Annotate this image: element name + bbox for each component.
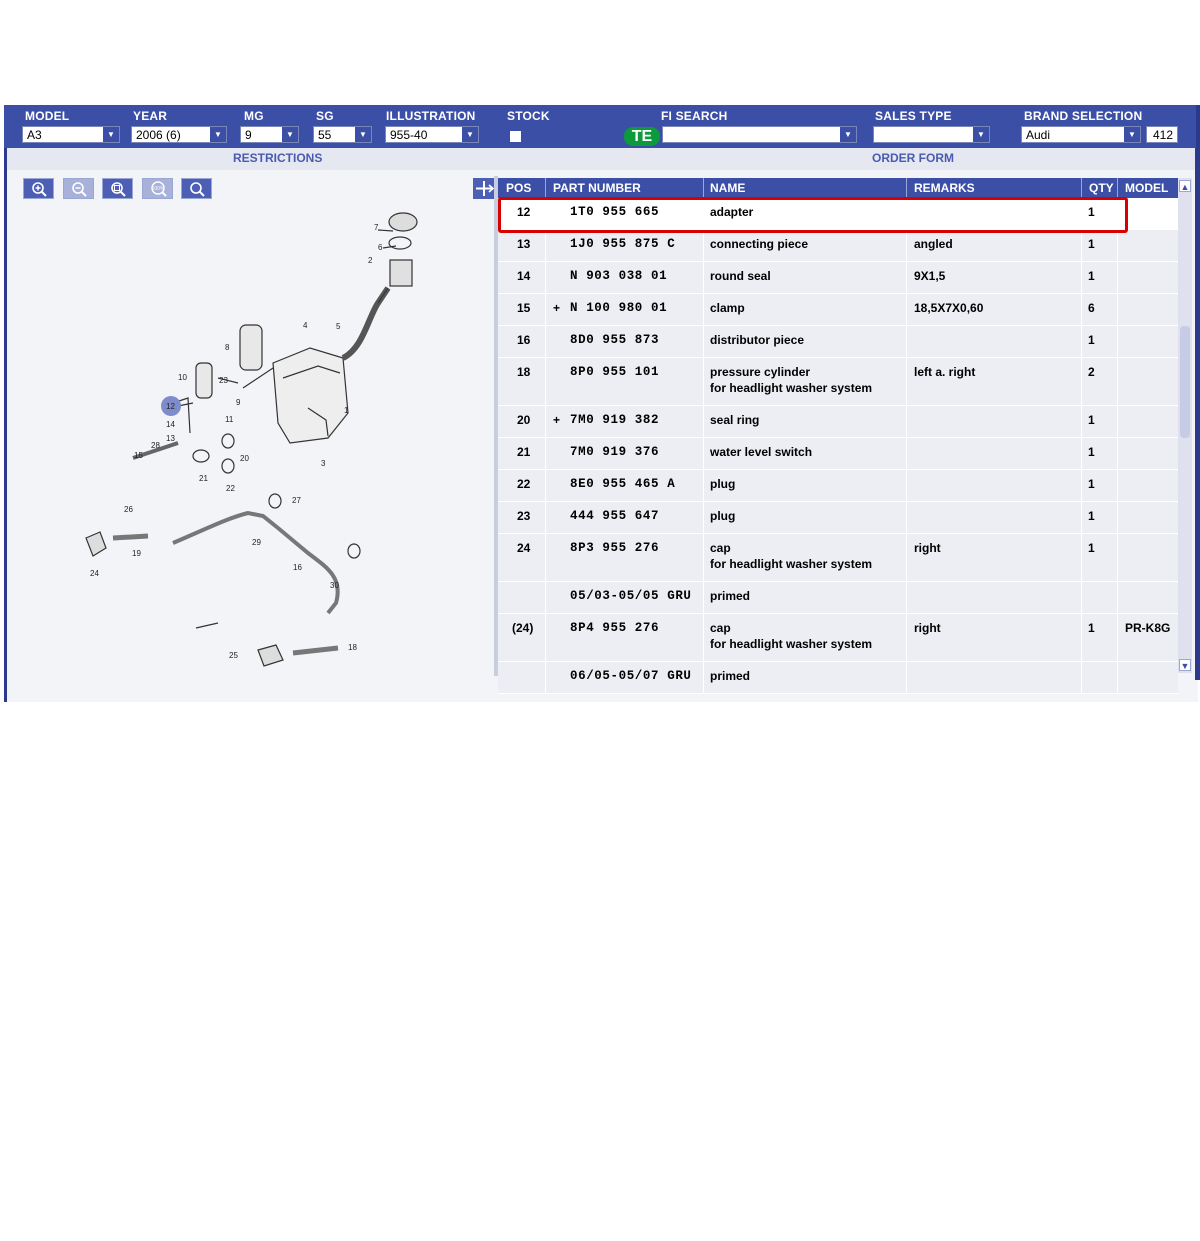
- chevron-down-icon[interactable]: ▼: [210, 127, 226, 142]
- table-header: [498, 178, 1178, 198]
- row-part-number: 1J0 955 875 C: [570, 237, 676, 251]
- mg-label: MG: [244, 109, 264, 123]
- column-divider: [1117, 502, 1118, 533]
- table-row[interactable]: [498, 294, 1178, 326]
- row-name-detail: for headlight washer system: [710, 557, 873, 571]
- column-divider: [545, 534, 546, 581]
- svg-text:24: 24: [90, 569, 99, 578]
- zoom-in-button[interactable]: [23, 178, 54, 199]
- chevron-up-icon[interactable]: ▲: [1180, 182, 1190, 192]
- table-row[interactable]: [498, 582, 1178, 614]
- table-row[interactable]: [498, 662, 1178, 694]
- zoom-in-icon: [31, 181, 48, 197]
- row-remarks: 9X1,5: [914, 269, 946, 283]
- col-name[interactable]: NAME: [710, 181, 746, 195]
- column-divider: [906, 470, 907, 501]
- column-divider: [1117, 358, 1118, 405]
- svg-text:25: 25: [229, 651, 238, 660]
- svg-text:28: 28: [151, 441, 160, 450]
- svg-text:30: 30: [330, 581, 339, 590]
- row-qty: 6: [1088, 301, 1095, 315]
- stock-checkbox[interactable]: [510, 131, 521, 142]
- col-remarks[interactable]: REMARKS: [914, 181, 975, 195]
- col-part-number[interactable]: PART NUMBER: [553, 181, 641, 195]
- svg-text:23: 23: [219, 376, 228, 385]
- row-name: plug: [710, 509, 736, 523]
- chevron-down-icon[interactable]: ▼: [1180, 661, 1190, 671]
- column-divider: [1081, 582, 1082, 613]
- column-divider: [1081, 358, 1082, 405]
- column-divider: [906, 582, 907, 613]
- column-divider: [703, 230, 704, 261]
- row-qty: 1: [1088, 445, 1095, 459]
- column-divider: [703, 470, 704, 501]
- brand-selection-label: BRAND SELECTION: [1024, 109, 1143, 123]
- column-divider: [545, 614, 546, 661]
- row-pos: 12: [517, 205, 531, 219]
- row-part-number: 8P3 955 276: [570, 541, 660, 555]
- column-divider: [1117, 438, 1118, 469]
- row-name: seal ring: [710, 413, 760, 427]
- row-qty: 1: [1088, 509, 1095, 523]
- column-divider: [545, 470, 546, 501]
- column-divider: [1081, 502, 1082, 533]
- svg-text:16: 16: [293, 563, 302, 572]
- column-divider: [545, 406, 546, 437]
- window-border: [1195, 105, 1200, 680]
- column-divider: [703, 614, 704, 661]
- svg-text:5: 5: [336, 322, 341, 331]
- chevron-down-icon[interactable]: ▼: [1124, 127, 1140, 142]
- row-qty: 1: [1088, 333, 1095, 347]
- column-divider: [545, 326, 546, 357]
- column-divider: [1081, 614, 1082, 661]
- row-part-number: 8P0 955 101: [570, 365, 660, 379]
- row-qty: 1: [1088, 237, 1095, 251]
- row-name: primed: [710, 589, 751, 603]
- zoom-window-button[interactable]: [102, 178, 133, 199]
- highlight-annotation: [498, 197, 1128, 233]
- column-divider: [703, 502, 704, 533]
- svg-text:2: 2: [368, 256, 373, 265]
- row-name: cap: [710, 541, 731, 555]
- table-row[interactable]: [498, 406, 1178, 438]
- model-select[interactable]: A3 ▼: [22, 126, 120, 143]
- row-pos: 24: [517, 541, 531, 555]
- row-name: adapter: [710, 205, 754, 219]
- sg-label: SG: [316, 109, 334, 123]
- row-name: clamp: [710, 301, 745, 315]
- column-divider: [906, 662, 907, 693]
- row-remarks: 18,5X7X0,60: [914, 301, 984, 315]
- column-divider: [1081, 438, 1082, 469]
- column-divider: [545, 662, 546, 693]
- svg-text:4: 4: [303, 321, 308, 330]
- window-border: [4, 105, 7, 702]
- row-part-number: 7M0 919 382: [570, 413, 660, 427]
- zoom-window-icon: [110, 181, 127, 197]
- row-remarks: right: [914, 541, 941, 555]
- restrictions-tab[interactable]: RESTRICTIONS: [233, 151, 323, 165]
- zoom-out-icon: [71, 181, 88, 197]
- svg-text:15: 15: [134, 451, 143, 460]
- row-remarks: left a. right: [914, 365, 976, 379]
- row-part-number: 1T0 955 665: [570, 205, 660, 219]
- row-pos: 20: [517, 413, 531, 427]
- brand-select[interactable]: Audi ▼: [1021, 126, 1141, 143]
- row-name: pressure cylinder: [710, 365, 811, 379]
- svg-text:14: 14: [166, 420, 175, 429]
- column-divider: [1117, 470, 1118, 501]
- row-part-number: 8P4 955 276: [570, 621, 660, 635]
- column-divider: [906, 502, 907, 533]
- row-pos: 21: [517, 445, 531, 459]
- svg-text:11: 11: [225, 415, 234, 424]
- column-divider: [1117, 230, 1118, 261]
- svg-text:12: 12: [166, 402, 175, 411]
- chevron-down-icon[interactable]: ▼: [973, 127, 989, 142]
- column-divider: [545, 230, 546, 261]
- row-pos: 13: [517, 237, 531, 251]
- svg-text:29: 29: [252, 538, 261, 547]
- row-pos: 16: [517, 333, 531, 347]
- table-row[interactable]: [498, 534, 1178, 582]
- column-divider: [703, 326, 704, 357]
- expand-button[interactable]: [473, 178, 495, 199]
- chevron-down-icon[interactable]: ▼: [840, 127, 856, 142]
- column-divider: [703, 534, 704, 581]
- svg-text:100%: 100%: [151, 186, 165, 192]
- table-row[interactable]: [498, 358, 1178, 406]
- column-divider: [1117, 262, 1118, 293]
- table-row[interactable]: [498, 502, 1178, 534]
- column-divider: [703, 358, 704, 405]
- row-mark: +: [553, 413, 561, 427]
- row-qty: 1: [1088, 413, 1095, 427]
- column-divider: [545, 358, 546, 405]
- row-pos: 23: [517, 509, 531, 523]
- scroll-thumb[interactable]: [1180, 326, 1190, 438]
- column-divider: [906, 230, 907, 261]
- row-part-number: 06/05-05/07 GRU: [570, 669, 692, 683]
- te-badge[interactable]: TE: [624, 127, 660, 146]
- row-pos: 14: [517, 269, 531, 283]
- column-divider: [545, 582, 546, 613]
- row-name-detail: for headlight washer system: [710, 637, 873, 651]
- sg-select[interactable]: 55 ▼: [313, 126, 372, 143]
- table-scrollbar[interactable]: [1178, 178, 1192, 673]
- col-model[interactable]: MODEL: [1125, 181, 1169, 195]
- row-part-number: N 100 980 01: [570, 301, 668, 315]
- column-divider: [1081, 534, 1082, 581]
- svg-text:9: 9: [236, 398, 241, 407]
- column-divider: [1117, 582, 1118, 613]
- fi-search-label: FI SEARCH: [661, 109, 728, 123]
- column-divider: [1117, 614, 1118, 661]
- chevron-down-icon[interactable]: ▼: [282, 127, 298, 142]
- svg-text:1: 1: [344, 406, 349, 415]
- expand-icon: [473, 178, 495, 199]
- row-name: distributor piece: [710, 333, 805, 347]
- column-divider: [1081, 262, 1082, 293]
- svg-text:21: 21: [199, 474, 208, 483]
- row-qty: 1: [1088, 269, 1095, 283]
- section-bar: [7, 148, 1195, 170]
- column-divider: [545, 502, 546, 533]
- column-divider: [703, 294, 704, 325]
- chevron-down-icon[interactable]: ▼: [462, 127, 478, 142]
- row-remarks: right: [914, 621, 941, 635]
- search-icon: [189, 181, 206, 197]
- column-divider: [906, 262, 907, 293]
- svg-text:3: 3: [321, 459, 326, 468]
- column-divider: [906, 406, 907, 437]
- mg-select[interactable]: 9 ▼: [240, 126, 299, 143]
- column-divider: [703, 262, 704, 293]
- row-name: water level switch: [710, 445, 813, 459]
- col-qty[interactable]: QTY: [1089, 181, 1114, 195]
- zoom-100-icon: [150, 181, 170, 197]
- svg-text:26: 26: [124, 505, 133, 514]
- column-divider: [1117, 294, 1118, 325]
- svg-text:19: 19: [132, 549, 141, 558]
- row-part-number: 8E0 955 465 A: [570, 477, 676, 491]
- fi-search-select[interactable]: [662, 126, 857, 143]
- parts-illustration[interactable]: [78, 208, 430, 674]
- svg-text:8: 8: [225, 343, 230, 352]
- row-part-number: 444 955 647: [570, 509, 660, 523]
- table-row[interactable]: [498, 470, 1178, 502]
- row-name: round seal: [710, 269, 771, 283]
- illustration-select[interactable]: 955-40 ▼: [385, 126, 479, 143]
- svg-text:6: 6: [378, 243, 383, 252]
- table-row[interactable]: [498, 230, 1178, 262]
- zoom-out-button[interactable]: [63, 178, 94, 199]
- column-divider: [906, 294, 907, 325]
- column-divider: [545, 294, 546, 325]
- column-divider: [1081, 470, 1082, 501]
- svg-text:7: 7: [374, 223, 379, 232]
- svg-text:27: 27: [292, 496, 301, 505]
- column-divider: [703, 438, 704, 469]
- column-divider: [1081, 662, 1082, 693]
- row-model: PR-K8G: [1125, 621, 1171, 635]
- stock-label: STOCK: [507, 109, 550, 123]
- table-row[interactable]: [498, 326, 1178, 358]
- svg-text:13: 13: [166, 434, 175, 443]
- brand-code-field[interactable]: 412: [1146, 126, 1178, 143]
- row-pos: 15: [517, 301, 531, 315]
- row-part-number: N 903 038 01: [570, 269, 668, 283]
- row-qty: 1: [1088, 621, 1095, 635]
- order-form-tab[interactable]: ORDER FORM: [872, 151, 954, 165]
- table-row[interactable]: [498, 262, 1178, 294]
- row-name: cap: [710, 621, 731, 635]
- column-divider: [1117, 406, 1118, 437]
- row-qty: 1: [1088, 541, 1095, 555]
- row-qty: 2: [1088, 365, 1095, 379]
- column-divider: [1081, 294, 1082, 325]
- column-divider: [1117, 326, 1118, 357]
- column-divider: [1081, 326, 1082, 357]
- column-divider: [906, 534, 907, 581]
- table-row[interactable]: [498, 614, 1178, 662]
- column-divider: [906, 438, 907, 469]
- column-divider: [703, 406, 704, 437]
- col-pos[interactable]: POS: [506, 181, 532, 195]
- chevron-down-icon[interactable]: ▼: [103, 127, 119, 142]
- svg-text:18: 18: [348, 643, 357, 652]
- row-part-number: 05/03-05/05 GRU: [570, 589, 692, 603]
- row-qty: 1: [1088, 205, 1095, 219]
- column-divider: [906, 614, 907, 661]
- svg-text:22: 22: [226, 484, 235, 493]
- chevron-down-icon[interactable]: ▼: [355, 127, 371, 142]
- column-divider: [906, 358, 907, 405]
- row-part-number: 7M0 919 376: [570, 445, 660, 459]
- sales-type-label: SALES TYPE: [875, 109, 952, 123]
- table-row[interactable]: [498, 438, 1178, 470]
- column-divider: [545, 262, 546, 293]
- column-divider: [906, 326, 907, 357]
- year-select[interactable]: 2006 (6) ▼: [131, 126, 227, 143]
- zoom-100-button[interactable]: [142, 178, 173, 199]
- parts-table: [498, 178, 1178, 683]
- sales-type-select[interactable]: [873, 126, 990, 143]
- column-divider: [1117, 534, 1118, 581]
- model-label: MODEL: [25, 109, 70, 123]
- column-divider: [703, 582, 704, 613]
- row-mark: +: [553, 301, 561, 315]
- row-qty: 1: [1088, 477, 1095, 491]
- year-label: YEAR: [133, 109, 168, 123]
- row-pos: 18: [517, 365, 531, 379]
- column-divider: [1081, 406, 1082, 437]
- column-divider: [1081, 230, 1082, 261]
- row-pos: (24): [512, 621, 534, 635]
- row-pos: 22: [517, 477, 531, 491]
- row-name: primed: [710, 669, 751, 683]
- row-name: plug: [710, 477, 736, 491]
- column-divider: [1117, 662, 1118, 693]
- column-divider: [703, 662, 704, 693]
- svg-text:10: 10: [178, 373, 187, 382]
- row-part-number: 8D0 955 873: [570, 333, 660, 347]
- search-button[interactable]: [181, 178, 212, 199]
- svg-text:20: 20: [240, 454, 249, 463]
- illustration-label: ILLUSTRATION: [386, 109, 476, 123]
- row-remarks: angled: [914, 237, 953, 251]
- row-name-detail: for headlight washer system: [710, 381, 873, 395]
- row-name: connecting piece: [710, 237, 809, 251]
- column-divider: [545, 438, 546, 469]
